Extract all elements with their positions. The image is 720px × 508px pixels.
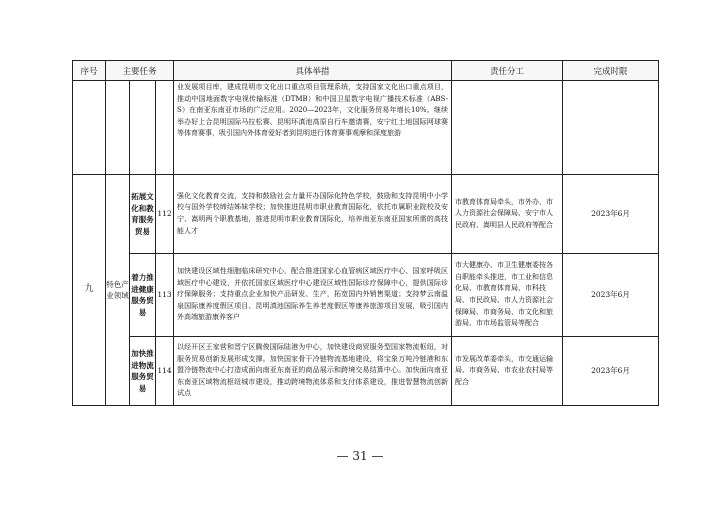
empty-cell — [452, 81, 563, 175]
table-row — [73, 254, 659, 337]
responsibility-cell: 市大健康办、市卫生健康委按各自职能牵头推进，市工业和信息化局、市教育体育局、市科技局、市民政局、市人力资源社会保障局、市商务局、市文化和旅游局、市市场监管局等配合 — [452, 254, 563, 337]
measures-cell: 加快建设区域性细胞临床研究中心，配合推进国家心血管病区域医疗中心、国家呼吸区域医疗中心建设，并依托国家区域医疗中心建设区域性国际诊疗保障中心，提供国际诊疗保障服务；支持重点企业加快产品研发、生产，拓宽国内外销售渠道；支持梦云南温泉国际康养度假区项目、昆明滇池国际养生养老度假区等康养旅游项目发展，吸引国内外高端旅游康养客户 — [174, 254, 452, 337]
table-row-continued — [73, 81, 659, 175]
empty-cell — [563, 81, 659, 175]
task-name: 加快推进物流服务贸易 — [130, 337, 156, 406]
measures-cell: 强化文化教育交流，支持和鼓励社会力量开办国际化特色学校，鼓励和支持昆明中小学校与国外学校缔结姊妹学校；加快推进昆明市职业教育国际化，依托市属职业院校及安宁、嵩明两个职教基地，推进昆明市职业教育国际化，培养南亚东南亚国家所需的高技能人才 — [174, 175, 452, 254]
task-number: 114 — [156, 337, 174, 406]
task-name: 拓展文化和教育服务贸易 — [130, 175, 156, 254]
header-deadline: 完成时限 — [563, 61, 659, 81]
header-responsibility: 责任分工 — [452, 61, 563, 81]
task-name: 着力推进健康服务贸易 — [130, 254, 156, 337]
task-number: 113 — [156, 254, 174, 337]
table-header-row — [73, 61, 659, 81]
empty-cell — [73, 81, 106, 175]
empty-cell — [106, 81, 130, 175]
deadline-cell: 2023年6月 — [563, 337, 659, 406]
empty-cell — [156, 81, 174, 175]
page-number: — 31 — — [336, 449, 384, 463]
category-number: 九 — [73, 175, 106, 406]
task-number: 112 — [156, 175, 174, 254]
deadline-cell: 2023年6月 — [563, 175, 659, 254]
header-task: 主要任务 — [106, 61, 174, 81]
responsibility-cell: 市教育体育局牵头，市外办、市人力资源社会保障局、安宁市人民政府、嵩明县人民政府等配合 — [452, 175, 563, 254]
header-seq: 序号 — [73, 61, 106, 81]
deadline-cell: 2023年6月 — [563, 254, 659, 337]
responsibility-cell: 市发展改革委牵头，市交通运输局、市商务局、市农业农村局等配合 — [452, 337, 563, 406]
table-row — [73, 175, 659, 254]
task-table — [72, 60, 659, 406]
category-name: 特色产业领域 — [106, 175, 130, 406]
table-row — [73, 337, 659, 406]
measures-cell: 以经开区王家营和晋宁区腾俊国际陆港为中心，加快建设商贸服务型国家物流枢纽，对服务贸易创新发展形成支撑。加快国家骨干冷链物流基地建设，将宝象万吨冷链港和东盟冷链物流中心打造成面向南亚东南亚的商品展示和跨境交易结算中心。加快面向南亚东南亚区域物流枢纽城市建设，推动跨境物流体系和支付体系建设，推进智慧物流创新试点 — [174, 337, 452, 406]
measures-cell: 业发展项目库，建成昆明市文化出口重点项目管理系统，支持国家文化出口重点项目，推动中国地面数字电视传输标准（DTMB）和中国卫星数字电视广播技术标准（ABS-S）在南亚东南亚市场的广泛应用。2020—2023年，文化服务贸易年增长10%。继续举办好上合昆明国际马拉松赛、昆明环滇池高原自行车邀请赛，安宁红土地国际网球赛等体育赛事，吸引国内外体育爱好者到昆明进行体育赛事观摩和深度旅游 — [174, 81, 452, 175]
empty-cell — [130, 81, 156, 175]
header-measures: 具体举措 — [174, 61, 452, 81]
